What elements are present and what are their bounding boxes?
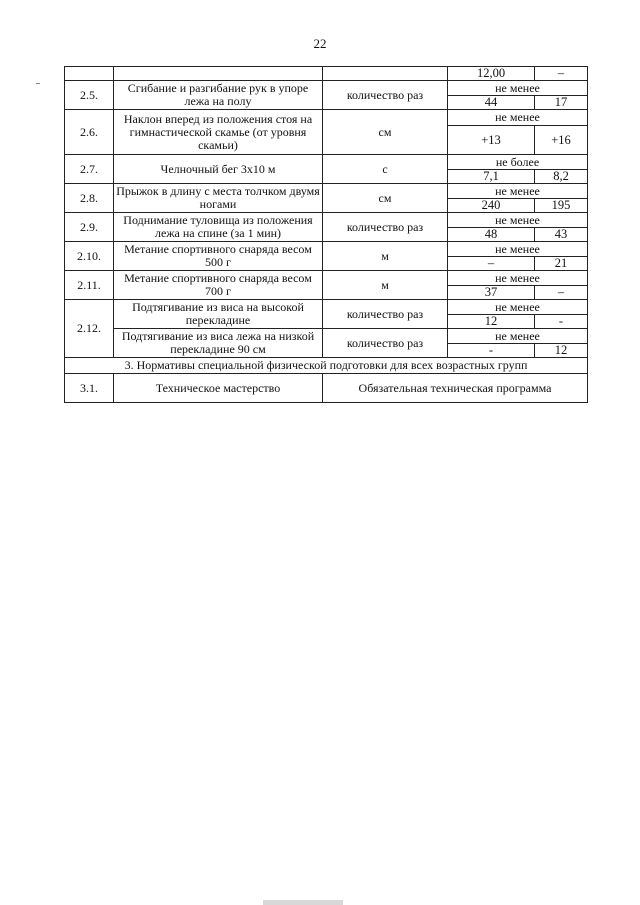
cell-condition: не менее (448, 300, 588, 315)
cell-number: 2.7. (65, 155, 114, 184)
cell-condition: не менее (448, 110, 588, 126)
cell-unit: м (323, 242, 448, 271)
cell-value-1: 37 (448, 286, 535, 300)
cell-exercise: Челночный бег 3х10 м (114, 155, 323, 184)
cell-value-2: - (535, 315, 588, 329)
table-row-2-12-high (65, 300, 588, 315)
cell-value-1: 240 (448, 199, 535, 213)
cell-condition: не менее (448, 213, 588, 228)
cell-unit: м (323, 271, 448, 300)
cell-condition: не менее (448, 81, 588, 96)
cell-program: Обязательная техническая программа (323, 374, 588, 403)
cell-empty (323, 67, 448, 81)
cell-value-1: 12,00 (448, 67, 535, 81)
cell-empty (114, 67, 323, 81)
section-title: 3. Нормативы специальной физической подготовки для всех возрастных групп (65, 358, 588, 374)
cell-exercise: Сгибание и разгибание рук в упоре лежа на полу (114, 81, 323, 110)
cell-unit: количество раз (323, 300, 448, 329)
cell-number: 2.6. (65, 110, 114, 155)
cell-value-2: 43 (535, 228, 588, 242)
table-row-2-7 (65, 155, 588, 170)
table-row-continuation (65, 67, 588, 81)
cell-exercise: Метание спортивного снаряда весом 700 г (114, 271, 323, 300)
cell-number: 2.5. (65, 81, 114, 110)
cell-number: 2.10. (65, 242, 114, 271)
cell-value-2: +16 (535, 126, 588, 155)
table-row-2-11 (65, 271, 588, 286)
cell-condition: не менее (448, 184, 588, 199)
table-row-2-6 (65, 110, 588, 126)
cell-unit: количество раз (323, 81, 448, 110)
cell-unit: количество раз (323, 329, 448, 358)
cell-unit: с (323, 155, 448, 184)
cell-value-1: 7,1 (448, 170, 535, 184)
table-row-2-12-low (65, 329, 588, 344)
cell-value-1: 48 (448, 228, 535, 242)
cell-unit: количество раз (323, 213, 448, 242)
cell-number: 2.12. (65, 300, 114, 358)
scan-artifact (263, 900, 343, 905)
cell-condition: не менее (448, 242, 588, 257)
cell-exercise: Наклон вперед из положения стоя на гимнастической скамье (от уровня скамьи) (114, 110, 323, 155)
table-row-2-10 (65, 242, 588, 257)
cell-exercise: Прыжок в длину с места толчком двумя ногами (114, 184, 323, 213)
cell-empty (65, 67, 114, 81)
cell-value-1: +13 (448, 126, 535, 155)
page-number: 22 (313, 36, 327, 51)
cell-value-1: - (448, 344, 535, 358)
cell-condition: не более (448, 155, 588, 170)
norms-table (64, 66, 588, 403)
cell-value-2: 17 (535, 96, 588, 110)
margin-mark (36, 83, 40, 84)
cell-value-2: 8,2 (535, 170, 588, 184)
cell-number: 2.11. (65, 271, 114, 300)
cell-exercise: Поднимание туловища из положения лежа на спине (за 1 мин) (114, 213, 323, 242)
cell-exercise: Техническое мастерство (114, 374, 323, 403)
cell-exercise: Подтягивание из виса лежа на низкой перекладине 90 см (114, 329, 323, 358)
cell-value-2: – (535, 67, 588, 81)
table-row-3-1 (65, 374, 588, 403)
cell-number: 2.9. (65, 213, 114, 242)
cell-exercise: Подтягивание из виса на высокой перекладине (114, 300, 323, 329)
table-row-2-9 (65, 213, 588, 228)
cell-number: 3.1. (65, 374, 114, 403)
cell-number: 2.8. (65, 184, 114, 213)
cell-value-1: – (448, 257, 535, 271)
cell-condition: не менее (448, 329, 588, 344)
cell-exercise: Метание спортивного снаряда весом 500 г (114, 242, 323, 271)
cell-unit: см (323, 110, 448, 155)
cell-value-1: 44 (448, 96, 535, 110)
table-row-2-5 (65, 81, 588, 96)
cell-value-2: 21 (535, 257, 588, 271)
cell-unit: см (323, 184, 448, 213)
cell-value-2: 195 (535, 199, 588, 213)
table-section-3 (65, 358, 588, 374)
cell-value-1: 12 (448, 315, 535, 329)
cell-value-2: 12 (535, 344, 588, 358)
cell-value-2: – (535, 286, 588, 300)
cell-condition: не менее (448, 271, 588, 286)
table-row-2-8 (65, 184, 588, 199)
